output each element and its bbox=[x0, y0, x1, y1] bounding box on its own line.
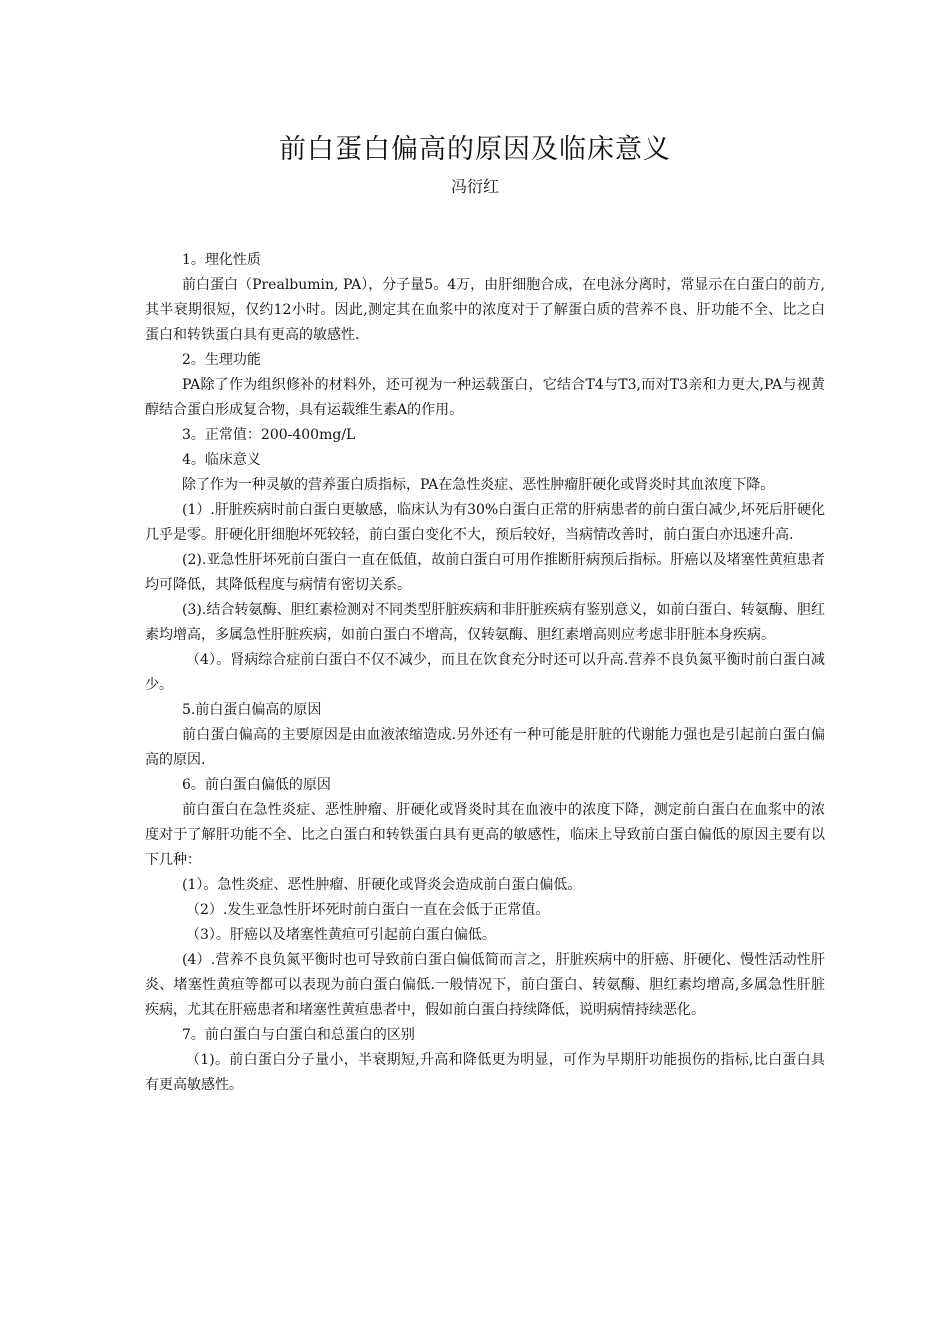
list-item: (1）.肝脏疾病时前白蛋白更敏感，临床认为有30%白蛋白正常的肝病患者的前白蛋白减少,坏死后肝硬化几乎是零。肝硬化肝细胞坏死较轻，前白蛋白变化不大，预后较好，当病情改善时，前白蛋白亦迅速升高. bbox=[145, 502, 825, 543]
section-heading-1: 1。理化性质 bbox=[182, 252, 261, 268]
list-item: (1）。急性炎症、恶性肿瘤、肝硬化或肾炎会造成前白蛋白偏低。 bbox=[182, 877, 582, 893]
list-item: (4）.营养不良负氮平衡时也可导致前白蛋白偏低简而言之，肝脏疾病中的肝癌、肝硬化、慢性活动性肝炎、堵塞性黄疸等都可以表现为前白蛋白偏低.一般情况下，前白蛋白、转氨酶、胆红素均增高,多属急性肝脏疾病，尤其在肝癌患者和堵塞性黄疸患者中，假如前白蛋白持续降低，说明病情持续恶化。 bbox=[145, 952, 825, 1018]
paragraph: 前白蛋白偏高的主要原因是由血液浓缩造成.另外还有一种可能是肝脏的代谢能力强也是引起前白蛋白偏高的原因. bbox=[145, 727, 825, 768]
document-body bbox=[145, 248, 825, 1098]
section-heading-4: 4。临床意义 bbox=[182, 452, 261, 468]
list-item: (2).亚急性肝坏死前白蛋白一直在低值，故前白蛋白可用作推断肝病预后指标。肝癌以及堵塞性黄疸患者均可降低，其降低程度与病情有密切关系。 bbox=[145, 552, 825, 593]
list-item: （1)。前白蛋白分子量小，半衰期短,升高和降低更为明显，可作为早期肝功能损伤的指标,比白蛋白具有更高敏感性。 bbox=[145, 1052, 825, 1093]
section-heading-7: 7。前白蛋白与白蛋白和总蛋白的区别 bbox=[182, 1027, 415, 1043]
section-heading-3: 3。正常值：200-400mg/L bbox=[182, 427, 356, 443]
section-heading-5: 5.前白蛋白偏高的原因 bbox=[182, 702, 322, 718]
document-title: 前白蛋白偏高的原因及临床意义 bbox=[279, 134, 671, 165]
list-item: （2）.发生亚急性肝坏死时前白蛋白一直在会低于正常值。 bbox=[186, 902, 550, 918]
paragraph: PA除了作为组织修补的材料外，还可视为一种运载蛋白，它结合T4与T3,而对T3亲和力更大,PA与视黄醇结合蛋白形成复合物，具有运载维生素A的作用。 bbox=[145, 377, 825, 418]
paragraph: 除了作为一种灵敏的营养蛋白质指标，PA在急性炎症、恶性肿瘤肝硬化或肾炎时其血浓度下降。 bbox=[182, 477, 775, 493]
list-item: (3).结合转氨酶、胆红素检测对不同类型肝脏疾病和非肝脏疾病有鉴别意义，如前白蛋白、转氨酶、胆红素均增高，多属急性肝脏疾病，如前白蛋白不增高，仅转氨酶、胆红素增高则应考虑非肝脏本身疾病。 bbox=[145, 602, 825, 643]
list-item: （3）。肝癌以及堵塞性黄疸可引起前白蛋白偏低。 bbox=[186, 927, 496, 943]
paragraph: 前白蛋白在急性炎症、恶性肿瘤、肝硬化或肾炎时其在血液中的浓度下降，测定前白蛋白在血浆中的浓度对于了解肝功能不全、比之白蛋白和转铁蛋白具有更高的敏感性，临床上导致前白蛋白偏低的原因主要有以下几种： bbox=[145, 802, 825, 868]
list-item: （4）。肾病综合症前白蛋白不仅不减少，而且在饮食充分时还可以升高.营养不良负氮平衡时前白蛋白减少。 bbox=[145, 652, 825, 693]
document-author: 冯衍红 bbox=[450, 177, 499, 196]
paragraph: 前白蛋白（Prealbumin, PA），分子量5。4万，由肝细胞合成，在电泳分离时，常显示在白蛋白的前方,其半衰期很短，仅约12小时。因此,测定其在血浆中的浓度对于了解蛋白质的营养不良、肝功能不全、比之白蛋白和转铁蛋白具有更高的敏感性. bbox=[145, 277, 825, 343]
section-heading-2: 2。生理功能 bbox=[182, 352, 261, 368]
section-heading-6: 6。前白蛋白偏低的原因 bbox=[182, 777, 331, 793]
